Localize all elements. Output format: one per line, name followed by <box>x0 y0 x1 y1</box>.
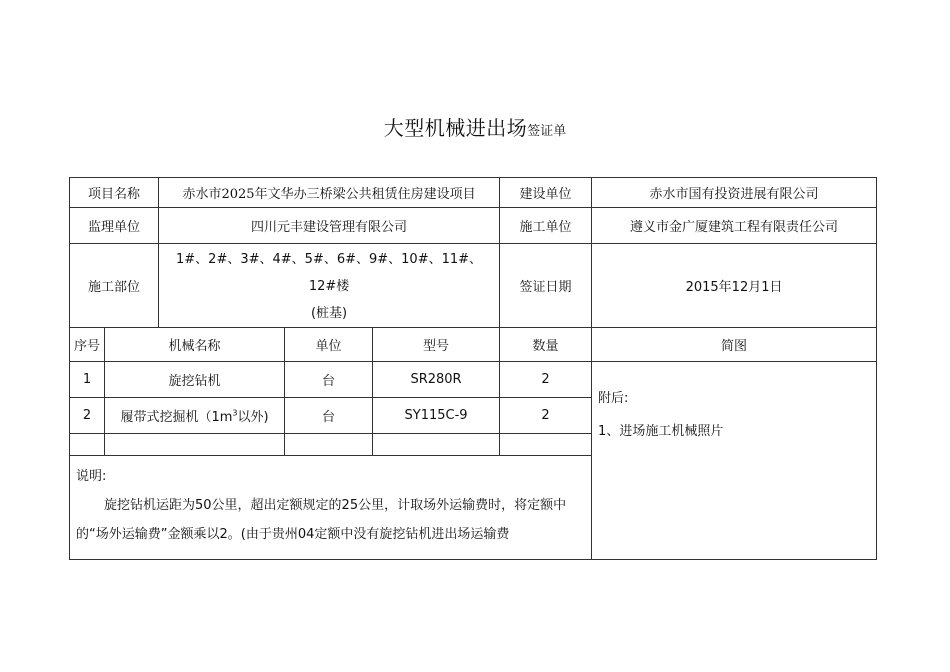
row-name-sup: 3 <box>232 408 238 418</box>
machines-header-row <box>70 328 877 362</box>
document-title <box>0 112 950 141</box>
row-unit: 台 <box>285 398 373 434</box>
row-location <box>70 244 877 328</box>
description-text: 旋挖钻机运距为50公里，超出定额规定的25公里，计取场外运输费时，将定额中的“场外运输费”金额乘以2。(由于贵州04定额中没有旋挖钻机进出场运输费 <box>76 498 567 542</box>
title-main: 大型机械进出场 <box>383 116 528 140</box>
header-qty: 数量 <box>500 328 592 362</box>
supervisor-value: 四川元丰建设管理有限公司 <box>159 208 500 244</box>
description-label: 说明: <box>76 469 107 484</box>
row-unit: 台 <box>285 362 373 398</box>
row-project <box>70 178 877 208</box>
header-sketch: 简图 <box>592 328 877 362</box>
title-sub: 签证单 <box>527 124 567 139</box>
description-cell <box>70 456 592 560</box>
attached-label: 附后: <box>598 391 629 406</box>
project-value: 赤水市2025年文华办三桥梁公共租赁住房建设项目 <box>159 178 500 208</box>
date-value: 2015年12月1日 <box>592 244 877 328</box>
row-model: SY115C-9 <box>373 398 500 434</box>
location-line1: 1#、2#、3#、4#、5#、6#、9#、10#、11#、12#楼 <box>176 252 483 294</box>
contractor-value: 遵义市金广厦建筑工程有限责任公司 <box>592 208 877 244</box>
header-no: 序号 <box>70 328 105 362</box>
header-model: 型号 <box>373 328 500 362</box>
row-name <box>105 398 285 434</box>
row-qty: 2 <box>500 398 592 434</box>
supervisor-label: 监理单位 <box>70 208 159 244</box>
sketch-notes-cell <box>592 362 877 560</box>
owner-value: 赤水市国有投资进展有限公司 <box>592 178 877 208</box>
table-row <box>70 362 877 398</box>
location-value <box>159 244 500 328</box>
header-name: 机械名称 <box>105 328 285 362</box>
row-no: 1 <box>70 362 105 398</box>
attached-item: 1、进场施工机械照片 <box>598 424 724 439</box>
row-supervisor <box>70 208 877 244</box>
location-line2: (桩基) <box>310 306 348 321</box>
row-model: SR280R <box>373 362 500 398</box>
project-label: 项目名称 <box>70 178 159 208</box>
row-name: 旋挖钻机 <box>105 362 285 398</box>
visa-form-table <box>69 177 877 560</box>
contractor-label: 施工单位 <box>500 208 592 244</box>
row-no: 2 <box>70 398 105 434</box>
owner-label: 建设单位 <box>500 178 592 208</box>
row-qty: 2 <box>500 362 592 398</box>
row-name-suffix: 以外) <box>237 410 269 425</box>
header-unit: 单位 <box>285 328 373 362</box>
date-label: 签证日期 <box>500 244 592 328</box>
location-label: 施工部位 <box>70 244 159 328</box>
row-name-prefix: 履带式挖掘机（1m <box>120 410 233 425</box>
